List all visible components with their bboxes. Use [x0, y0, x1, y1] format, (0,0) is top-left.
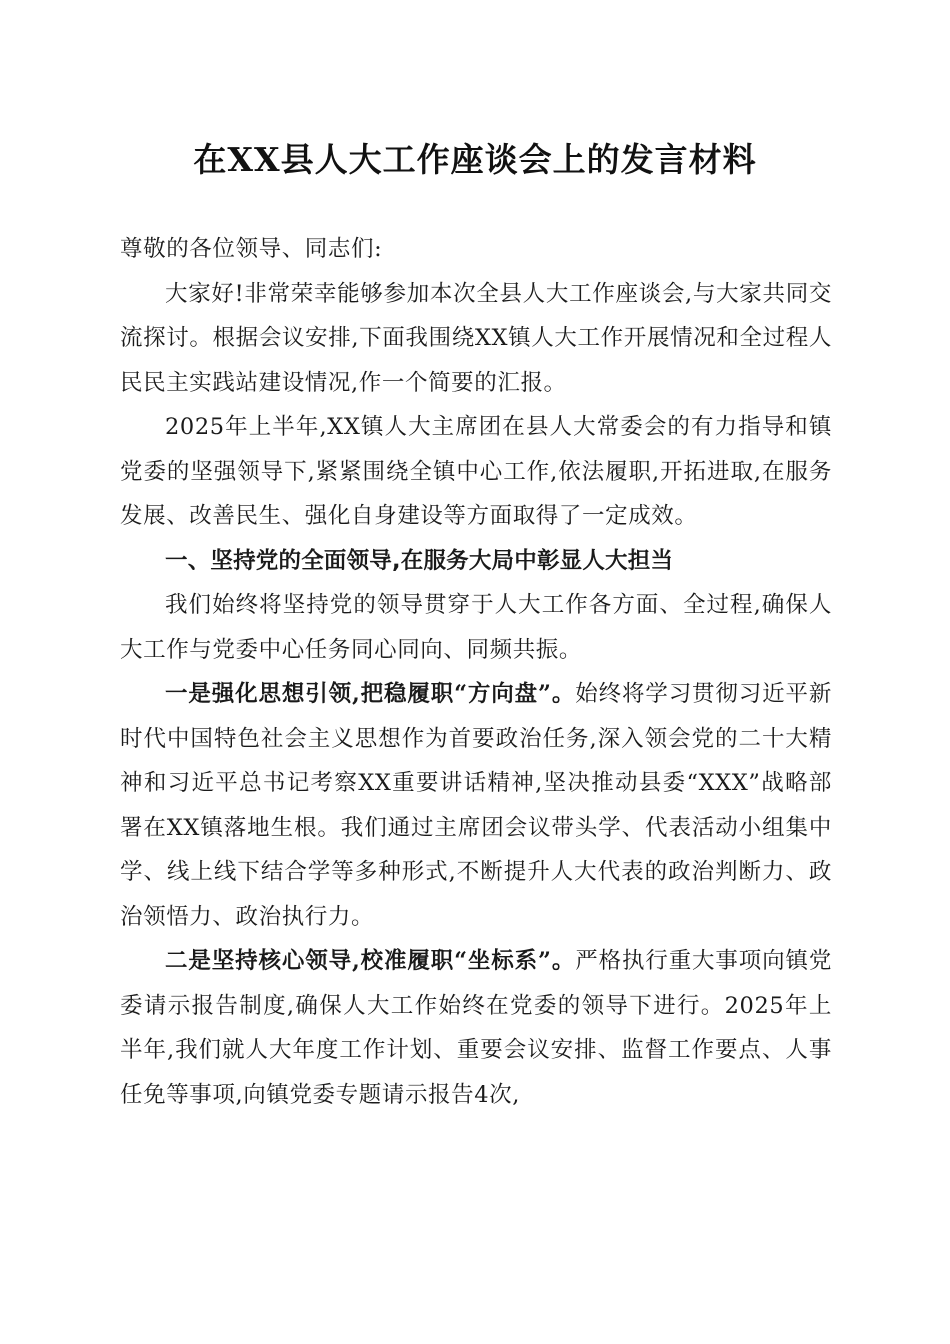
document-body	[120, 227, 832, 1117]
paragraph-overview: 2025年上半年,XX镇人大主席团在县人大常委会的有力指导和镇党委的坚强领导下,紧紧围绕全镇中心工作,依法履职,开拓进取,在服务发展、改善民生、强化自身建设等方面取得了一定成效。	[120, 414, 832, 529]
point-2-body: 严格执行重大事项向镇党委请示报告制度,确保人大工作始终在党委的领导下进行。2025年上半年,我们就人大年度工作计划、重要会议安排、监督工作要点、人事任免等事项,向镇党委专题请示报告4次,	[120, 948, 832, 1108]
point-1-lead: 一是强化思想引领,把稳履职“方向盘”。	[165, 681, 576, 707]
section-heading-1: 一、坚持党的全面领导,在服务大局中彰显人大担当	[165, 547, 674, 574]
paragraph-point-1	[120, 672, 832, 939]
paragraph-section-intro: 我们始终将坚持党的领导贯穿于人大工作各方面、全过程,确保人大工作与党委中心任务同心同向、同频共振。	[120, 592, 832, 663]
paragraph-opening: 大家好!非常荣幸能够参加本次全县人大工作座谈会,与大家共同交流探讨。根据会议安排,下面我围绕XX镇人大工作开展情况和全过程人民民主实践站建设情况,作一个简要的汇报。	[120, 280, 832, 396]
point-1-body: 始终将学习贯彻习近平新时代中国特色社会主义思想作为首要政治任务,深入领会党的二十大精神和习近平总书记考察XX重要讲话精神,坚决推动县委“XXX”战略部署在XX镇落地生根。我们通过主席团会议带头学、代表活动小组集中学、线上线下结合学等多种形式,不断提升人大代表的政治判断力、政治领悟力、政治执行力。	[120, 681, 832, 930]
salutation: 尊敬的各位领导、同志们:	[120, 236, 383, 262]
document-title: 在XX县人大工作座谈会上的发言材料	[193, 140, 757, 179]
point-2-lead: 二是坚持核心领导,校准履职“坐标系”。	[165, 948, 576, 974]
paragraph-point-2	[120, 939, 832, 1117]
